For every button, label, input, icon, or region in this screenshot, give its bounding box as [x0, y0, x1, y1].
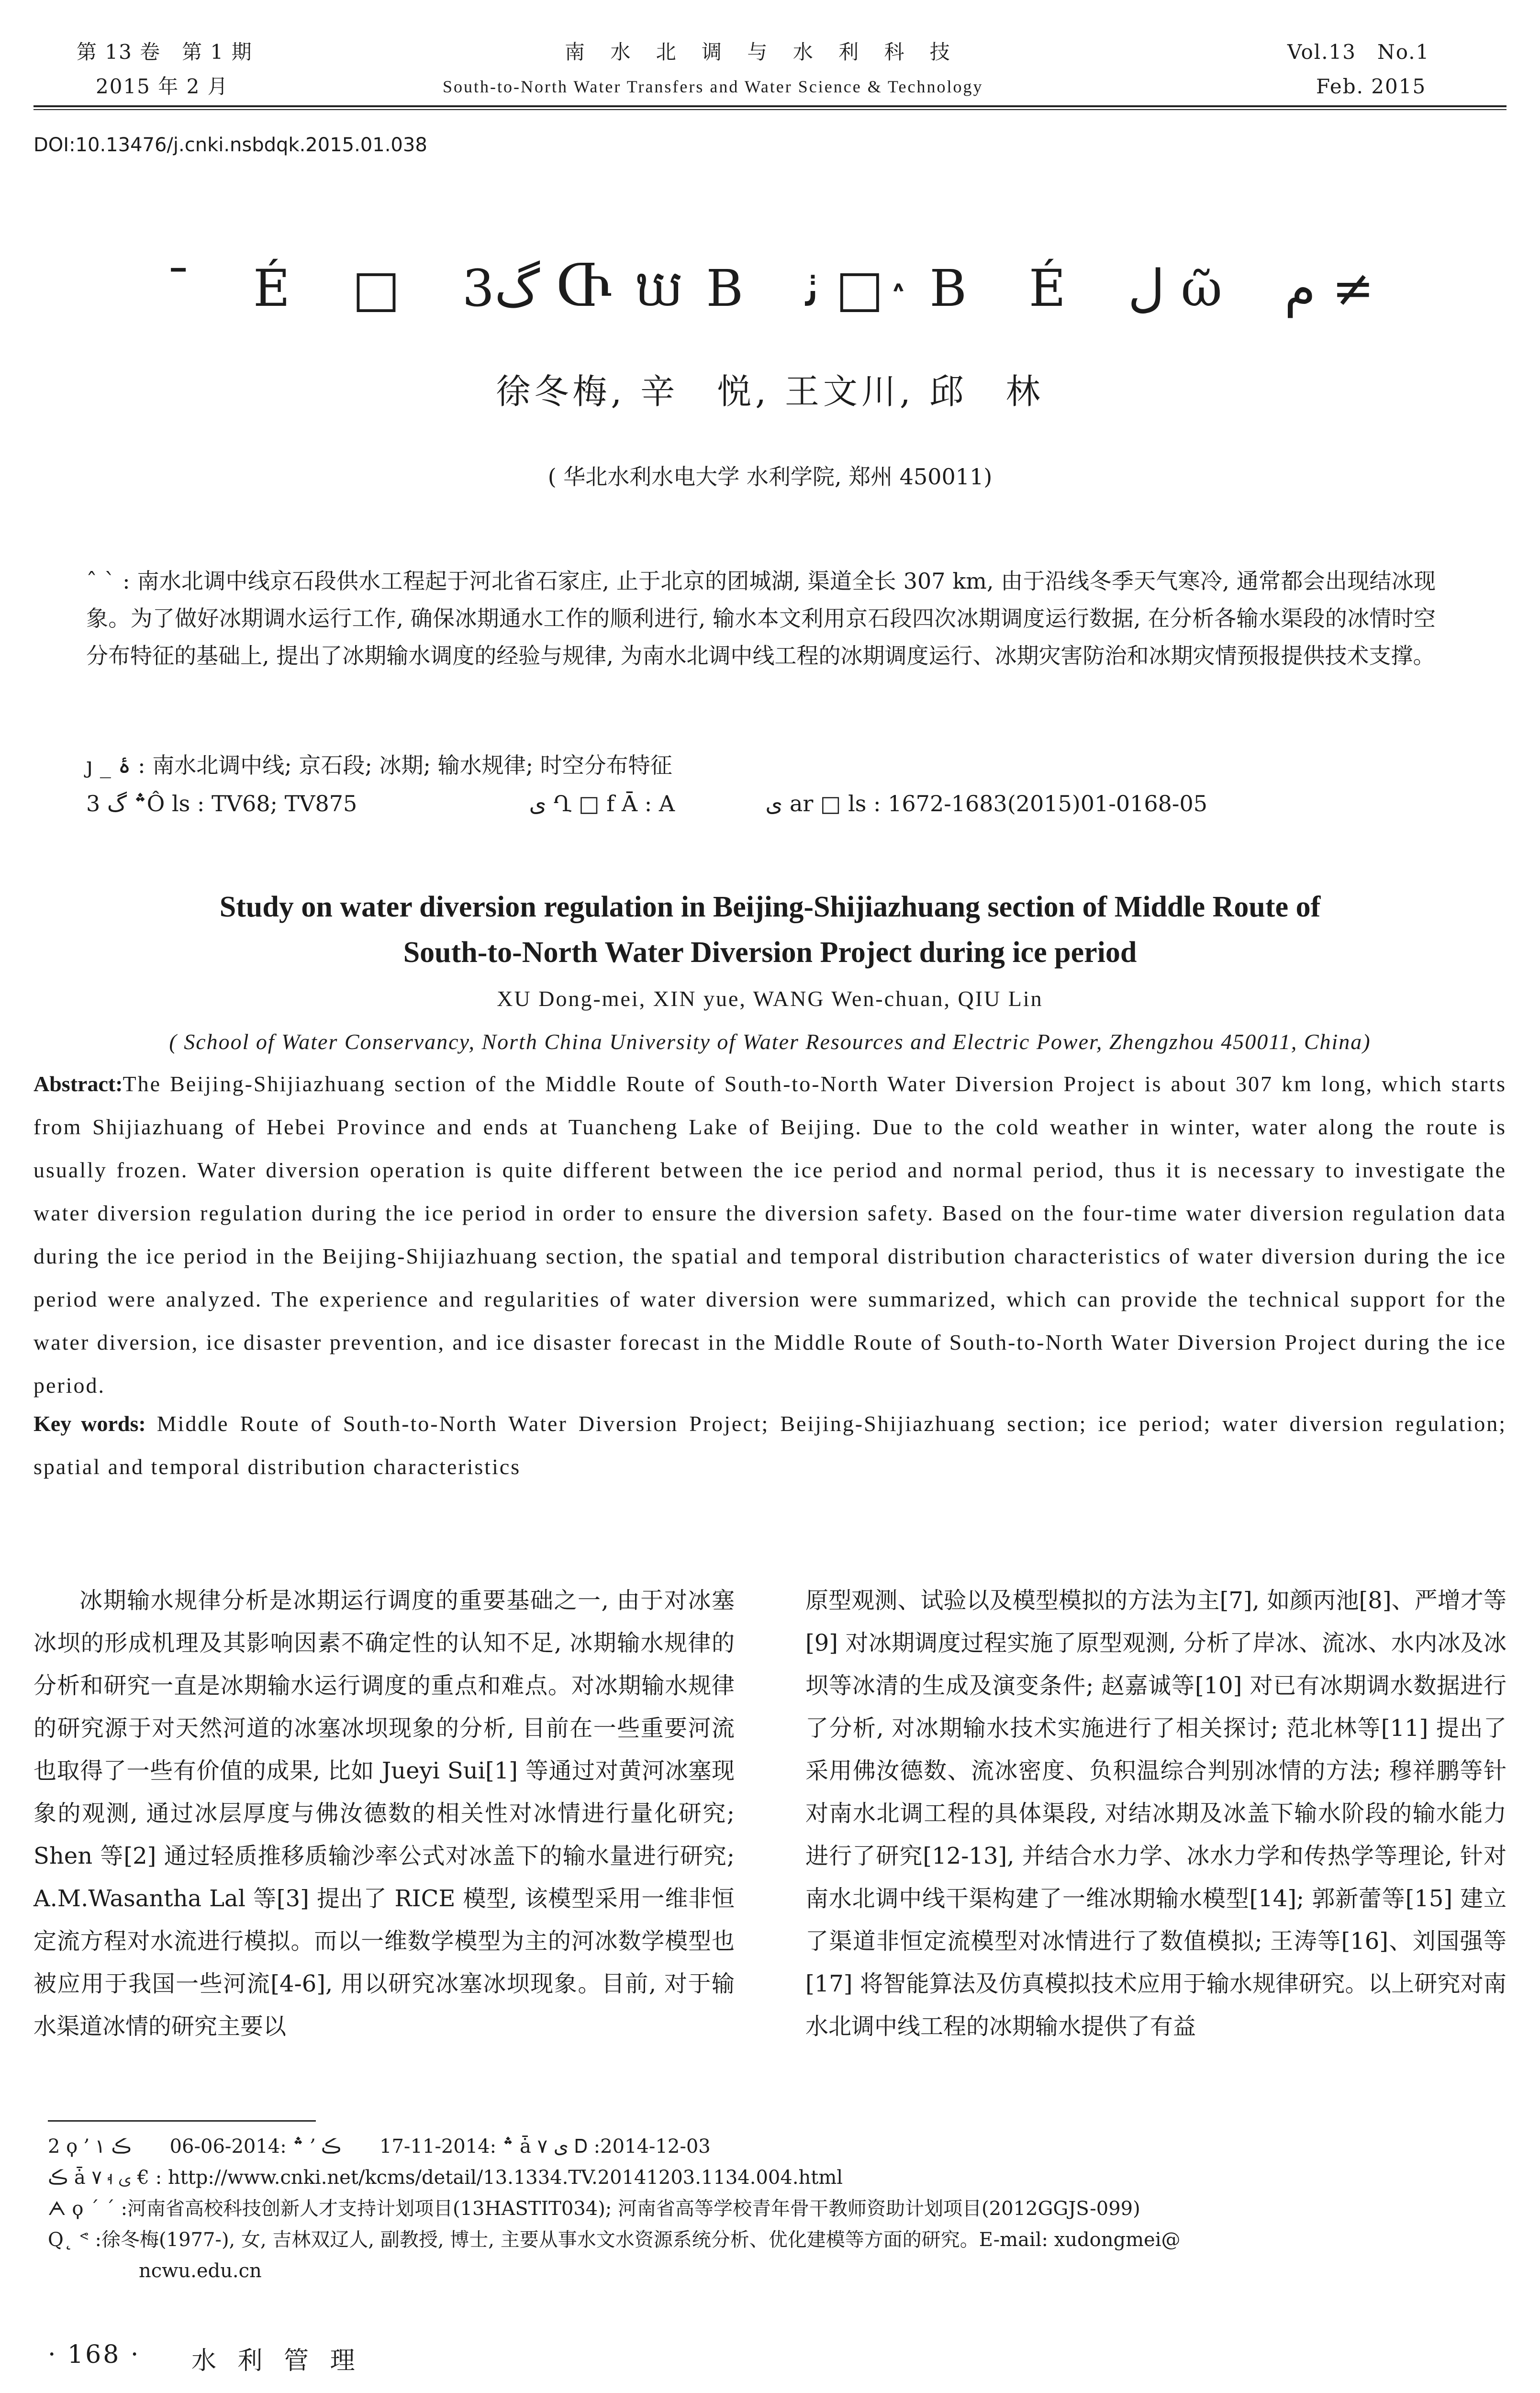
footnote-funding: ᗅ ϙ ˊ ˊ :河南省高校科技创新人才支持计划项目(13HASTIT034); 河南省高等学校青年骨干教师资助计划项目(2012GGJS-099) — [48, 2198, 1140, 2220]
page-number: · 168 · — [48, 2340, 141, 2369]
abstract-en-label: Abstract: — [33, 1072, 123, 1096]
section-name: 水 利 管 理 — [191, 2347, 362, 2375]
abstract-cn-label: ˆ ˋ — [86, 568, 116, 594]
abstract-cn — [86, 562, 1436, 674]
keywords-en-text: Middle Route of South-to-North Water Diversion Project; Beijing-Shijiazhuang section; ice period; water diversion regulation; spatial and temporal distribution characteristics — [33, 1411, 1507, 1479]
authors-cn: 徐冬梅, 辛 悦, 王文川, 邱 林 — [496, 371, 1044, 412]
clc-value: : TV68; TV875 — [197, 791, 357, 816]
footnote-rule — [48, 2120, 316, 2122]
abstract-en — [33, 1062, 1507, 1407]
body-column-left: 冰期输水规律分析是冰期运行调度的重要基础之一, 由于对冰塞冰坝的形成机理及其影响因素不确定性的认知不足, 冰期输水规律的分析和研究一直是冰期输水运行调度的重点和难点。对冰期输水规律的研究源于对天然河道的冰塞冰坝现象的分析, 目前在一些重要河流也取得了一些有价值的成果, 比如 Jueyi Sui[1] 等通过对黄河冰塞现象的观测, 通过冰层厚度与佛汝德数的相关性对冰情进行量化研究; Shen 等[2] 通过轻质推移质输沙率公式对冰盖下的输水量进行研究; A.M.Wasantha Lal 等[3] 提出了 RICE 模型, 该模型采用一维非恒定流方程对水流进行模拟。而以一维数学模型为主的河冰数学模型也被应用于我国一些河流[4-6], 用以研究冰塞冰坝现象。目前, 对于输水渠道冰情的研究主要以 — [33, 1587, 735, 2040]
footnote-bio-email: ncwu.edu.cn — [139, 2260, 262, 2282]
title-en-line1: Study on water diversion regulation in Beijing-Shijiazhuang section of Middle Route of — [219, 891, 1321, 923]
date-cn: 2015 年 2 月 — [96, 75, 229, 98]
header-rule-thin — [33, 109, 1507, 110]
doi: DOI:10.13476/j.cnki.nsbdqk.2015.01.038 — [33, 134, 427, 156]
doc-code-label: ی Ղ □ f Ā : A — [529, 791, 675, 816]
abstract-cn-text: : 南水北调中线京石段供水工程起于河北省石家庄, 止于北京的团城湖, 渠道全长 307 km, 由于沿线冬季天气寒冷, 通常都会出现结冰现象。为了做好冰期调水运行工作, 确保冰期通水工作的顺利进行, 输水本文利用京石段四次冰期调度运行数据, 在分析各输水渠段的冰情时空分布特征的基础上, 提出了冰期输水调度的经验与规律, 为南水北调中线工程的冰期调度运行、冰期灾害防治和冰期灾情预报提供技术支撑。 — [86, 568, 1436, 669]
keywords-en — [33, 1402, 1507, 1488]
date-en: Feb. 2015 — [1316, 75, 1427, 98]
affiliation-en: ( School of Water Conservancy, North China University of Water Resources and Electric Power, Zhengzhou 450011, China) — [169, 1029, 1371, 1054]
abstract-en-text: The Beijing-Shijiazhuang section of the Middle Route of South-to-North Water Diversion Project is about 307 km long, which starts from Shijiazhuang of Hebei Province and ends at Tuancheng Lake of Beijing. Due to the cold weather in winter, water along the route is usually frozen. Water diversion operation is quite different between the ice period and normal period, thus it is necessary to investigate the water diversion regulation during the ice period in order to ensure the diversion safety. Based on the four-time water diversion regulation data during the ice period in the Beijing-Shijiazhuang section, the spatial and temporal distribution characteristics of water diversion during the ice period were analyzed. The experience and regularities of water diversion were summarized, which can provide the technical support for the water diversion, ice disaster prevention, and ice disaster forecast in the Middle Route of South-to-North Water Diversion Project during the ice period. — [33, 1072, 1507, 1398]
title-en-line2: South-to-North Water Diversion Project during ice period — [403, 936, 1137, 969]
article-id-value: : 1672-1683(2015)01-0168-05 — [873, 791, 1208, 816]
classification-line — [86, 785, 1436, 822]
authors-en: XU Dong-mei, XIN yue, WANG Wen-chuan, QIU Lin — [497, 986, 1043, 1011]
body-column-right: 原型观测、试验以及模型模拟的方法为主[7], 如颜丙池[8]、严增才等[9] 对冰期调度过程实施了原型观测, 分析了岸冰、流冰、水内冰及冰坝等冰清的生成及演变条件; 赵嘉诚等[10] 对已有冰期调水数据进行了分析, 对冰期输水技术实施进行了相关探讨; 范北林等[11] 提出了采用佛汝德数、流冰密度、负积温综合判别冰情的方法; 穆祥鹏等针对南水北调工程的具体渠段, 对结冰期及冰盖下输水阶段的输水能力进行了研究[12-13], 并结合水力学、冰水力学和传热学等理论, 针对南水北调中线干渠构建了一维冰期输水模型[14]; 郭新蕾等[15] 建立了渠道非恒定流模型对冰情进行了数值模拟; 王涛等[16]、刘国强等[17] 将智能算法及仿真模拟技术应用于输水规律研究。以上研究对南水北调中线工程的冰期输水提供了有益 — [805, 1587, 1507, 2040]
keywords-cn-label: ȷ _ ۂ — [86, 752, 131, 778]
header-rule — [33, 105, 1507, 107]
title-cn: ¯ É □ گ3 ႧឃB ﭠ □ ٛ B É ﻝ ῶ ﻡ ≠ — [166, 259, 1374, 318]
footnote-url: ڪ ǡ ۷ ی ࢂ € : http://www.cnki.net/kcms/detail/13.1334.TV.20141203.1134.004.html — [48, 2167, 843, 2189]
clc-label: 3 ؞ گÔ ls — [86, 791, 190, 816]
footnote-dates: 2 ϙ ՚ ؞ :2014-06-06 ڪ ۱ ՚ ؞ :2014-11-17 ڪ ǡ ۷ ی Ꭰ :2014-12-03 — [48, 2136, 711, 2158]
keywords-en-label: Key words: — [33, 1411, 146, 1436]
journal-title-cn: 南 水 北 调 与 水 利 科 技 — [565, 40, 960, 64]
volume-issue-cn: 第 13 卷 第 1 期 — [77, 40, 253, 64]
journal-title-en: South-to-North Water Transfers and Water Science & Technology — [443, 77, 983, 96]
affiliation-cn: ( 华北水利水电大学 水利学院, 郑州 450011) — [547, 464, 993, 490]
article-id-label: ی ar □ ls — [765, 791, 867, 816]
keywords-cn-text: : 南水北调中线; 京石段; 冰期; 输水规律; 时空分布特征 — [138, 752, 672, 778]
volume-issue-en: Vol.13 No.1 — [1287, 40, 1430, 64]
keywords-cn — [86, 747, 1436, 784]
footnote-bio: Q˛ ᕝ :徐冬梅(1977-), 女, 吉林双辽人, 副教授, 博士, 主要从事水文水资源系统分析、优化建模等方面的研究。E-mail: xudongmei@ — [48, 2229, 1181, 2251]
